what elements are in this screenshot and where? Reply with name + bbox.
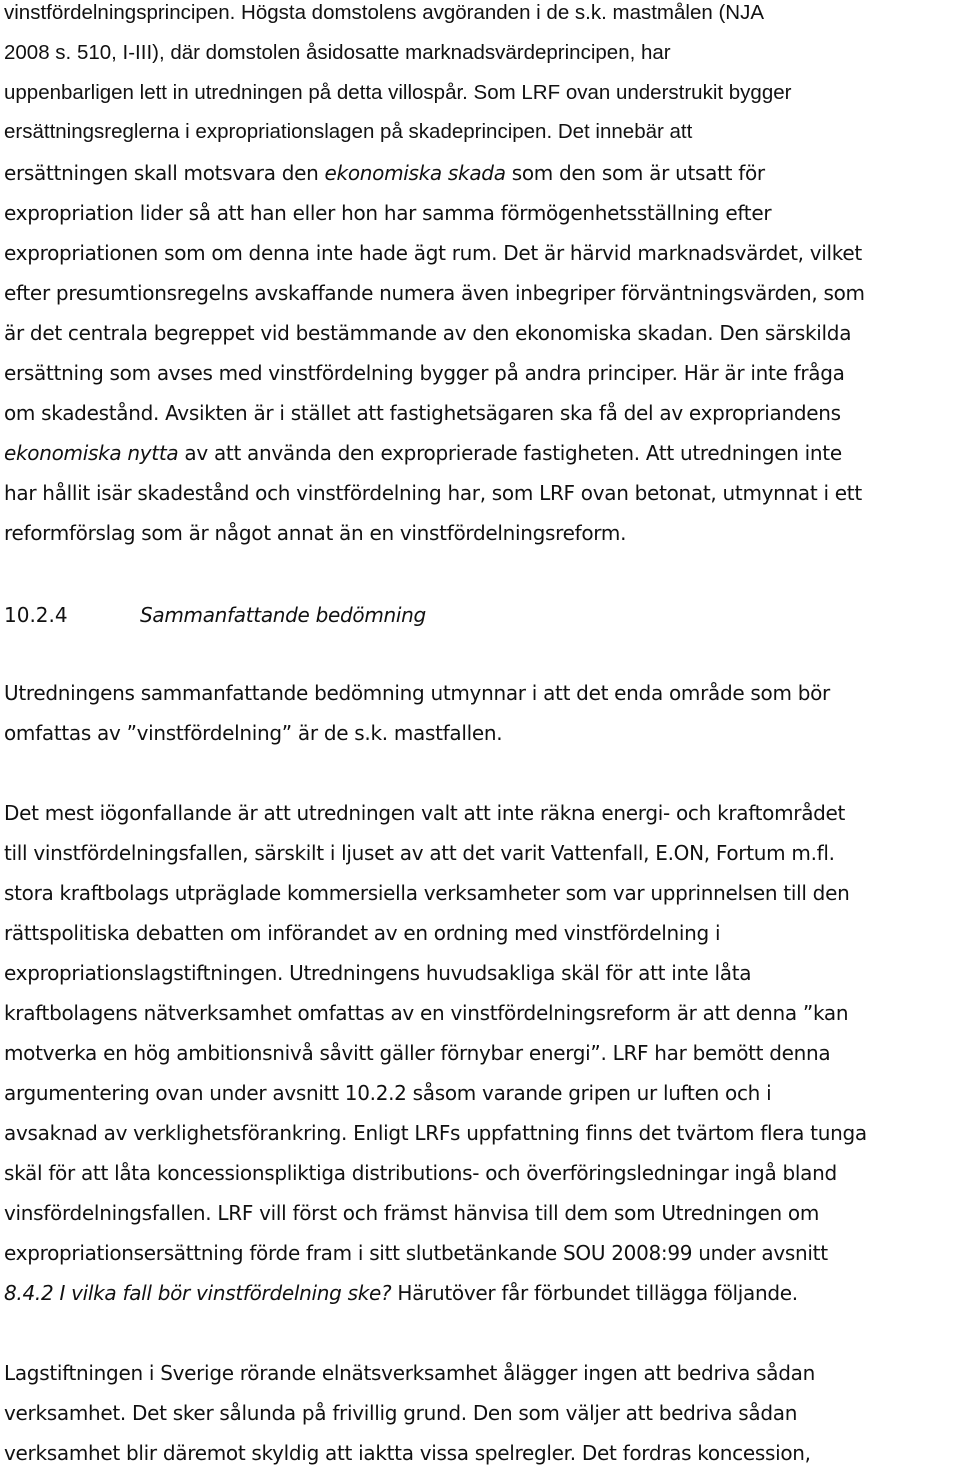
emphasis: ekonomiska skada — [324, 161, 506, 185]
text-line: expropriationslagstiftningen. Utredningens huvudsakliga skäl för att inte låta — [4, 961, 752, 985]
text-line: har hållit isär skadestånd och vinstfördelning har, som LRF ovan betonat, utmynnat i ett — [4, 481, 862, 505]
text-line: vinstfördelningsprincipen. Högsta domstolens avgöranden i de s.k. mastmålen (NJA — [4, 1, 765, 24]
text-line: expropriation lider så att han eller hon har samma förmögenhetsställning efter — [4, 201, 772, 225]
text-line: kraftbolagens nätverksamhet omfattas av en vinstfördelningsreform är att denna ”kan — [4, 1001, 849, 1025]
text-line: Lagstiftningen i Sverige rörande elnätsverksamhet ålägger ingen att bedriva sådan — [4, 1361, 815, 1385]
text-line: Det mest iögonfallande är att utredningen valt att inte räkna energi- och kraftområdet — [4, 801, 846, 825]
section-number: 10.2.4 — [4, 603, 68, 627]
text-line: om skadestånd. Avsikten är i stället att fastighetsägaren ska få del av expropriandens — [4, 401, 841, 425]
text-line: ersättningsreglerna i expropriationslagen på skadeprincipen. Det innebär att — [4, 120, 693, 143]
text-line: 8.4.2 I vilka fall bör vinstfördelning ske? Härutöver får förbundet tillägga följande. — [4, 1281, 798, 1305]
text-line: till vinstfördelningsfallen, särskilt i ljuset av att det varit Vattenfall, E.ON, Fortum m.fl. — [4, 841, 835, 865]
text-line: 2008 s. 510, I-III), där domstolen åsidosatte marknadsvärdeprincipen, har — [4, 41, 671, 64]
text-line: uppenbarligen lett in utredningen på detta villospår. Som LRF ovan understrukit bygger — [4, 81, 792, 104]
emphasis: ekonomiska nytta — [4, 441, 179, 465]
emphasis: 8.4.2 I vilka fall bör vinstfördelning ske? — [4, 1281, 392, 1305]
text-line: efter presumtionsregelns avskaffande numera även inbegriper förväntningsvärden, som — [4, 281, 865, 305]
text-line: rättspolitiska debatten om införandet av en ordning med vinstfördelning i — [4, 921, 721, 945]
text-line: vinsfördelningsfallen. LRF vill först och främst hänvisa till dem som Utredningen om — [4, 1201, 820, 1225]
section-title: Sammanfattande bedömning — [140, 603, 426, 627]
text-line: ekonomiska nytta av att använda den exproprierade fastigheten. Att utredningen inte — [4, 441, 842, 465]
text-line: expropriationsersättning förde fram i sitt slutbetänkande SOU 2008:99 under avsnitt — [4, 1241, 828, 1265]
text-line: ersättning som avses med vinstfördelning bygger på andra principer. Här är inte fråga — [4, 361, 845, 385]
text-line: expropriationen som om denna inte hade ägt rum. Det är härvid marknadsvärdet, vilket — [4, 241, 862, 265]
text-line: verksamhet. Det sker sålunda på frivillig grund. Den som väljer att bedriva sådan — [4, 1401, 798, 1425]
text-line: argumentering ovan under avsnitt 10.2.2 såsom varande gripen ur luften och i — [4, 1081, 772, 1105]
text-line: skäl för att låta koncessionspliktiga distributions- och överföringsledningar ingå bland — [4, 1161, 837, 1185]
text-line: ersättningen skall motsvara den ekonomiska skada som den som är utsatt för — [4, 161, 765, 185]
text-line: reformförslag som är något annat än en vinstfördelningsreform. — [4, 521, 627, 545]
text-line: avsaknad av verklighetsförankring. Enligt LRFs uppfattning finns det tvärtom flera tunga — [4, 1121, 867, 1145]
text-line: omfattas av ”vinstfördelning” är de s.k. mastfallen. — [4, 721, 503, 745]
text-line: motverka en hög ambitionsnivå såvitt gäller förnybar energi”. LRF har bemött denna — [4, 1041, 831, 1065]
text-line: stora kraftbolags utpräglade kommersiella verksamheter som var upprinnelsen till den — [4, 881, 850, 905]
text-line: är det centrala begreppet vid bestämmande av den ekonomiska skadan. Den särskilda — [4, 321, 852, 345]
text-line: verksamhet blir däremot skyldig att iaktta vissa spelregler. Det fordras koncession, — [4, 1441, 811, 1465]
text-line: Utredningens sammanfattande bedömning utmynnar i att det enda område som bör — [4, 681, 830, 705]
